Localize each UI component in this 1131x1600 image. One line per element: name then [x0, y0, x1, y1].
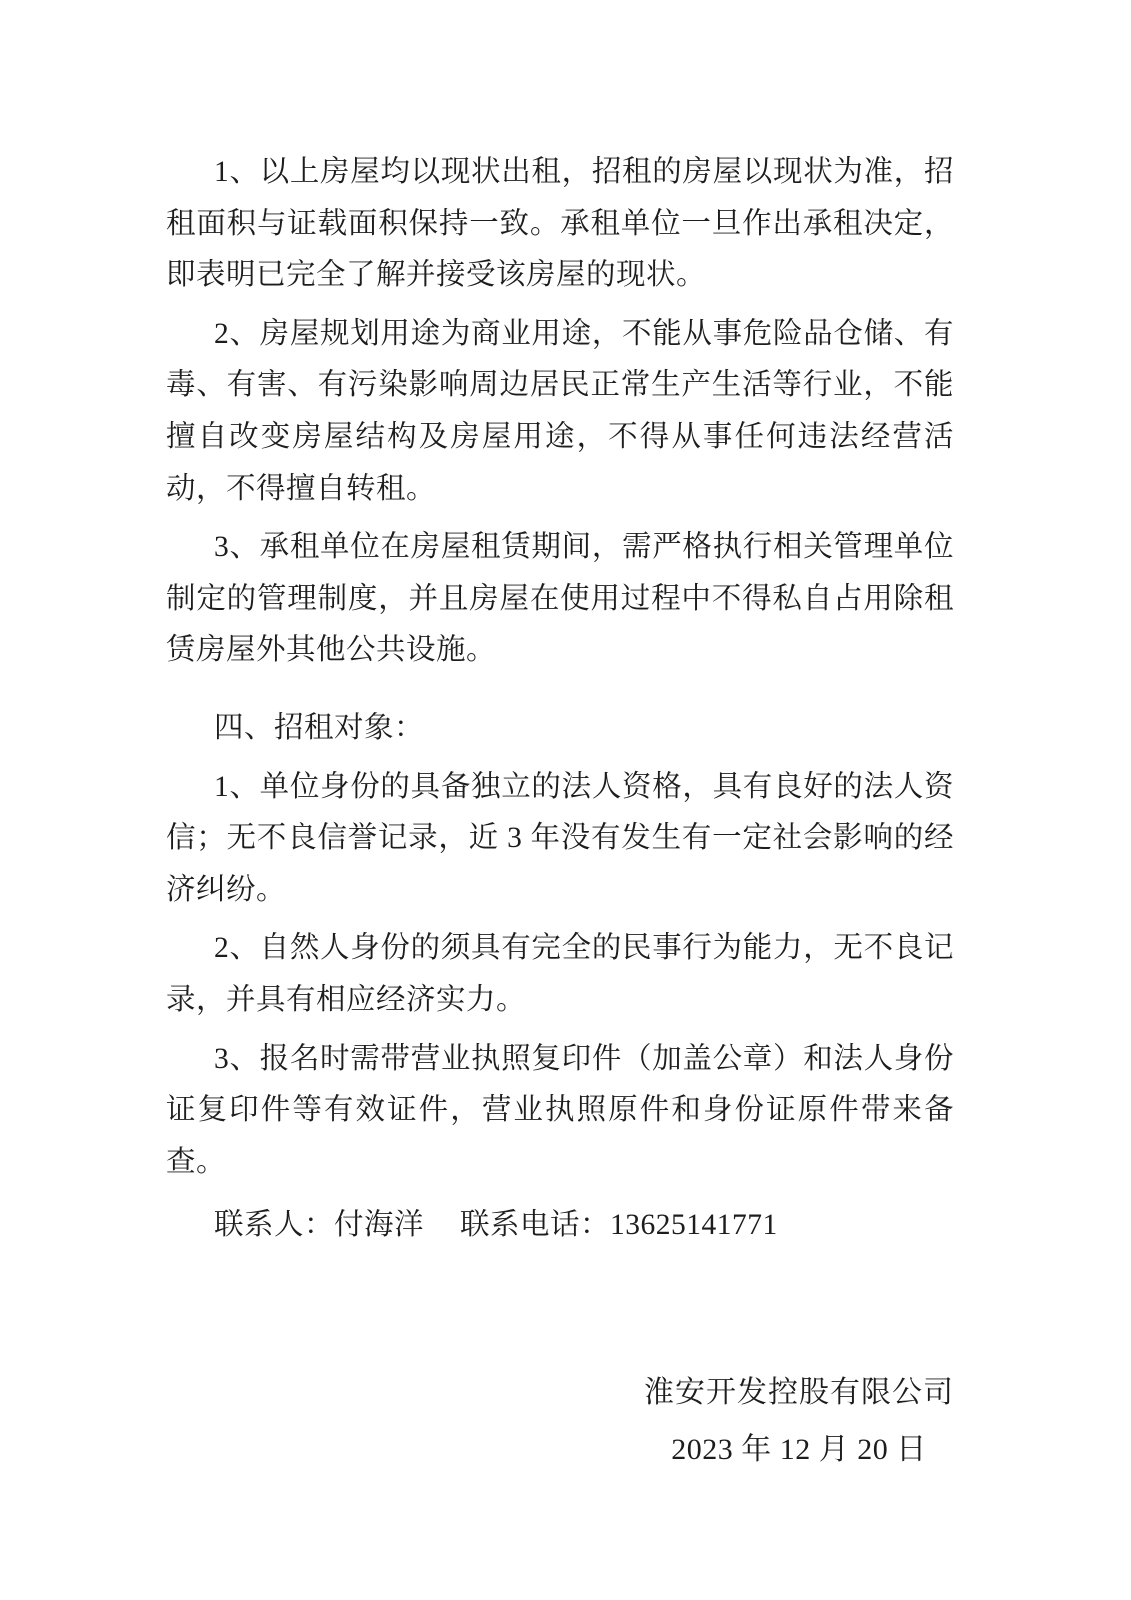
signature-date: 2023 年 12 月 20 日 — [671, 1432, 927, 1466]
terms-paragraph-2: 2、房屋规划用途为商业用途，不能从事危险品仓储、有毒、有害、有污染影响周边居民正常生产生活等行业，不能擅自改变房屋结构及房屋用途，不得从事任何违法经营活动，不得擅自转租。 — [166, 317, 954, 505]
terms-paragraph-1: 1、以上房屋均以现状出租，招租的房屋以现状为准，招租面积与证载面积保持一致。承租单位一旦作出承租决定，即表明已完全了解并接受该房屋的现状。 — [166, 156, 954, 292]
contact-line — [166, 1200, 954, 1252]
document-body — [166, 147, 954, 1478]
signature-block — [644, 1364, 954, 1478]
section-four-item-1: 1、单位身份的具备独立的法人资格，具有良好的法人资信；无不良信誉记录，近 3 年没有发生有一定社会影响的经济纠纷。 — [166, 770, 954, 906]
section-four-item-3: 3、报名时需带营业执照复印件（加盖公章）和法人身份证复印件等有效证件，营业执照原件和身份证原件带来备查。 — [166, 1042, 954, 1178]
section-four-heading: 四、招租对象： — [214, 711, 425, 744]
contact-person: 联系人：付海洋 — [214, 1209, 425, 1242]
terms-paragraph-3: 3、承租单位在房屋租赁期间，需严格执行相关管理单位制定的管理制度，并且房屋在使用过程中不得私自占用除租赁房屋外其他公共设施。 — [166, 531, 954, 667]
signature-company-name: 淮安开发控股有限公司 — [644, 1375, 954, 1409]
section-four-item-2: 2、自然人身份的须具有完全的民事行为能力，无不良记录，并具有相应经济实力。 — [166, 932, 954, 1016]
contact-phone: 联系电话：13625141771 — [460, 1209, 778, 1242]
